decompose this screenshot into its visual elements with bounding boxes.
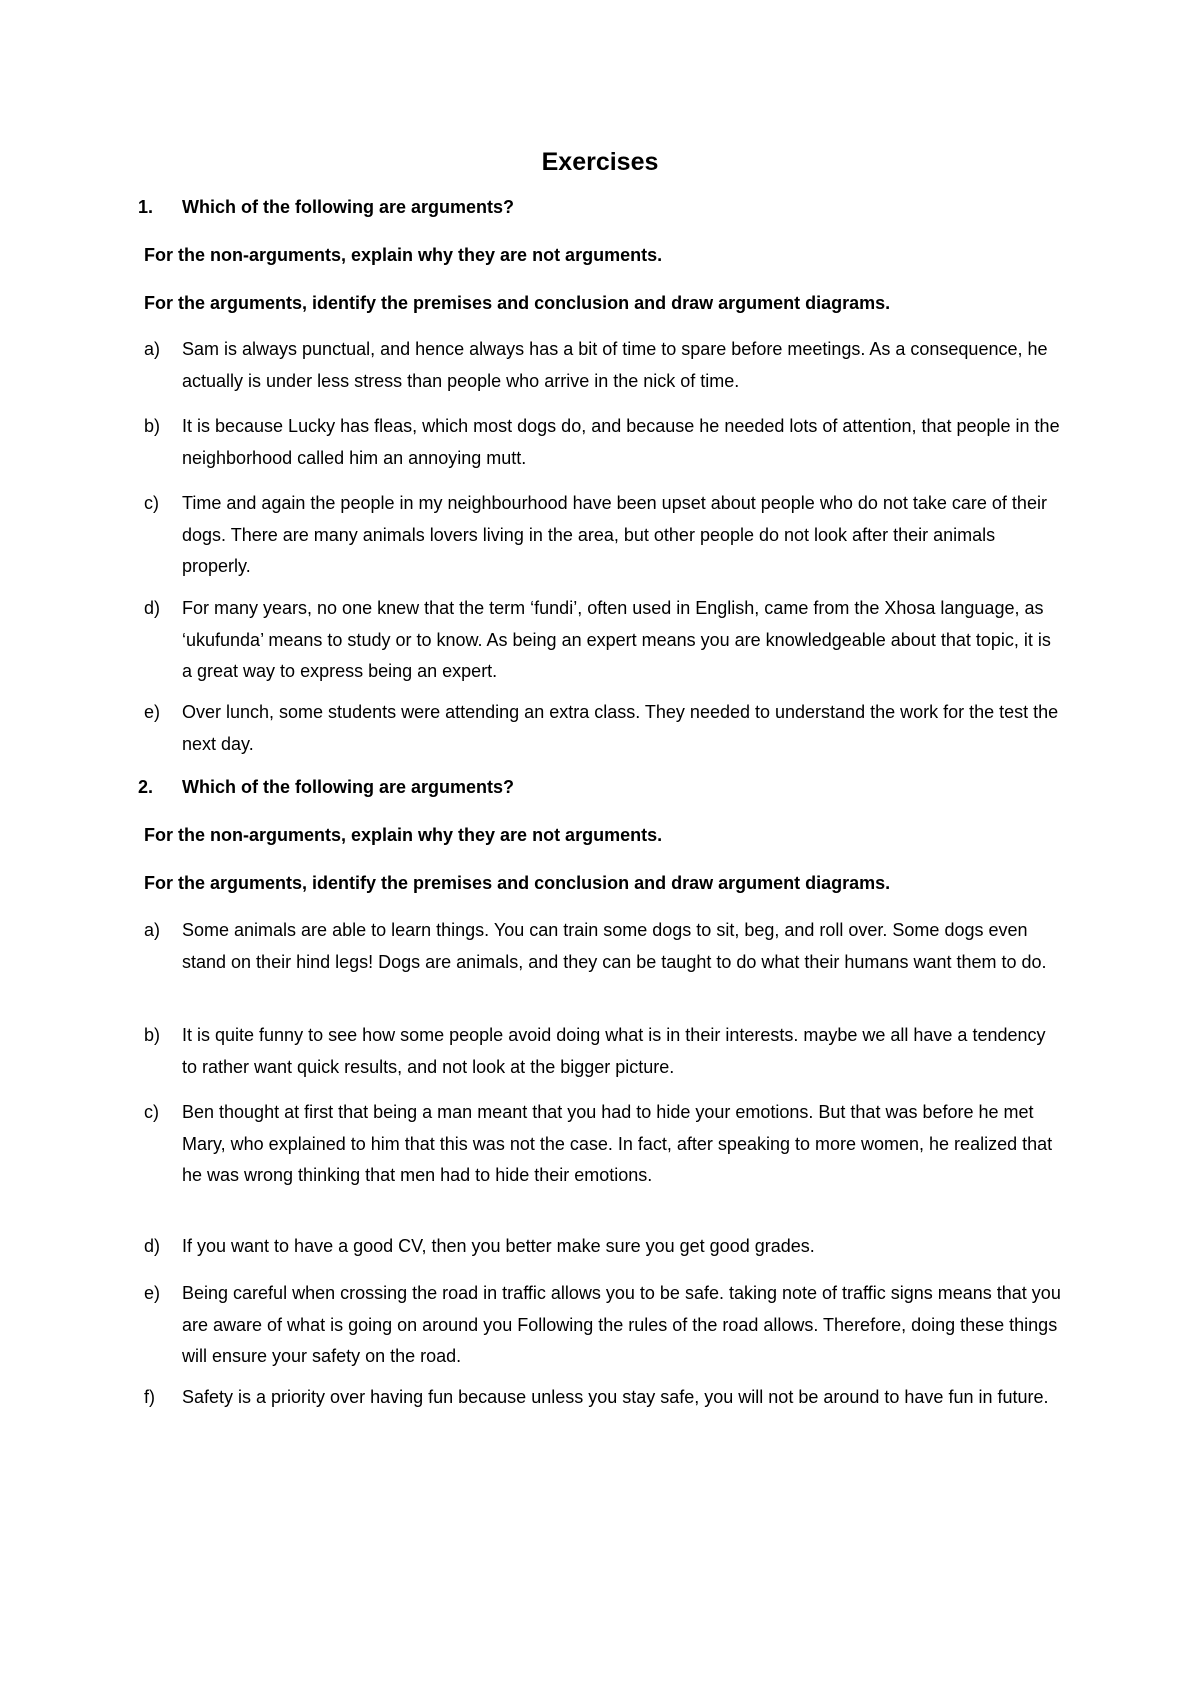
question-2-instruction-arguments: For the arguments, identify the premises and conclusion and draw argument diagrams. <box>144 873 891 893</box>
item-marker: c) <box>144 1102 159 1122</box>
item-marker: e) <box>144 702 161 722</box>
item-text: For many years, no one knew that the term ‘fundi’, often used in English, came from the Xhosa language, as ‘ukufunda’ means to study or to know. As being an expert means you are knowledgeable about that topic, it is a great way to express being an expert. <box>182 598 1051 681</box>
item-text: Being careful when crossing the road in traffic allows you to be safe. taking note of traffic signs means that you are aware of what is going on around you Following the rules of the road allows. Therefore, doing these things will ensure your safety on the road. <box>182 1283 1061 1366</box>
item-text: Over lunch, some students were attending an extra class. They needed to understand the work for the test the next day. <box>182 702 1059 754</box>
question-2-item-f <box>144 1382 1062 1414</box>
question-1-heading <box>138 194 515 220</box>
question-1-instruction-arguments: For the arguments, identify the premises and conclusion and draw argument diagrams. <box>144 293 891 313</box>
item-text: It is quite funny to see how some people avoid doing what is in their interests. maybe we all have a tendency to rather want quick results, and not look at the bigger picture. <box>182 1025 1046 1077</box>
item-marker: a) <box>144 339 161 359</box>
question-1-instruction-non-arguments: For the non-arguments, explain why they are not arguments. <box>144 245 663 265</box>
question-1-item-e <box>144 697 1062 760</box>
item-marker: b) <box>144 416 161 436</box>
question-2-instruction-non-arguments: For the non-arguments, explain why they are not arguments. <box>144 825 663 845</box>
item-text: Time and again the people in my neighbourhood have been upset about people who do not take care of their dogs. There are many animals lovers living in the area, but other people do not look after their animals properly. <box>182 493 1047 576</box>
question-1-item-d <box>144 593 1062 688</box>
item-marker: e) <box>144 1283 161 1303</box>
item-text: It is because Lucky has fleas, which most dogs do, and because he needed lots of attention, that people in the neighborhood called him an annoying mutt. <box>182 416 1060 468</box>
item-text: Ben thought at first that being a man meant that you had to hide your emotions. But that was before he met Mary, who explained to him that this was not the case. In fact, after speaking to more women, he realized that he was wrong thinking that men had to hide their emotions. <box>182 1102 1053 1185</box>
item-text: If you want to have a good CV, then you better make sure you get good grades. <box>182 1236 815 1256</box>
question-2-item-b <box>144 1020 1062 1083</box>
question-2-item-c <box>144 1097 1062 1192</box>
question-2-text: Which of the following are arguments? <box>182 777 515 797</box>
item-text: Safety is a priority over having fun because unless you stay safe, you will not be around to have fun in future. <box>182 1387 1049 1407</box>
question-1-item-b <box>144 411 1062 474</box>
item-marker: f) <box>144 1387 155 1407</box>
question-2-heading <box>138 774 515 800</box>
item-text: Sam is always punctual, and hence always has a bit of time to spare before meetings. As a consequence, he actually is under less stress than people who arrive in the nick of time. <box>182 339 1048 391</box>
question-2-item-a <box>144 915 1062 978</box>
question-1-text: Which of the following are arguments? <box>182 197 515 217</box>
question-2-item-e <box>144 1278 1062 1373</box>
question-1-item-a <box>144 334 1062 397</box>
item-text: Some animals are able to learn things. You can train some dogs to sit, beg, and roll over. Some dogs even stand on their hind legs! Dogs are animals, and they can be taught to do what their humans want them to do. <box>182 920 1047 972</box>
question-1-number: 1. <box>138 197 154 217</box>
page-title: Exercises <box>541 148 659 176</box>
item-marker: d) <box>144 598 161 618</box>
question-2-number: 2. <box>138 777 154 797</box>
item-marker: a) <box>144 920 161 940</box>
item-marker: b) <box>144 1025 161 1045</box>
item-marker: c) <box>144 493 159 513</box>
item-marker: d) <box>144 1236 161 1256</box>
question-2-item-d <box>144 1231 1062 1263</box>
question-1-item-c <box>144 488 1062 583</box>
